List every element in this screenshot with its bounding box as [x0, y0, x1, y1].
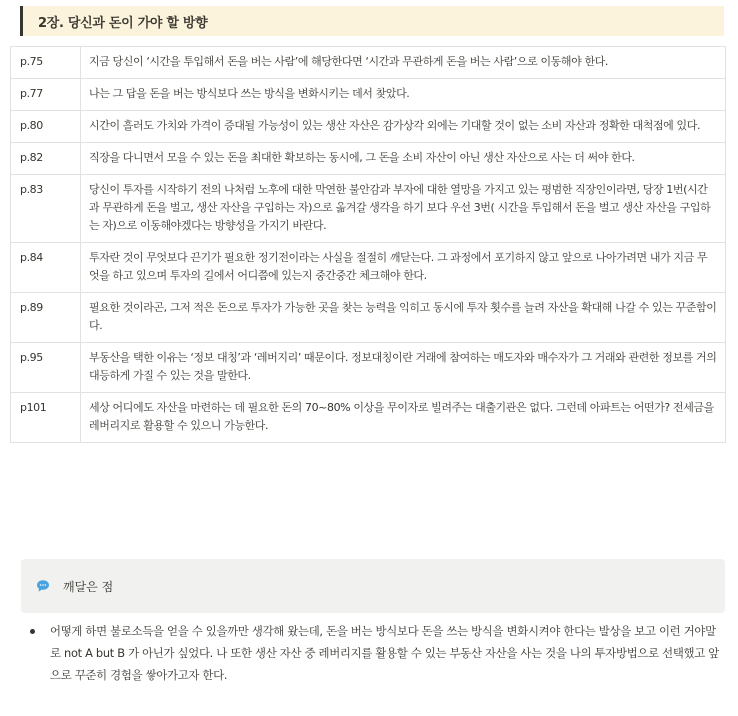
quote-text: 세상 어디에도 자산을 마련하는 데 필요한 돈의 70~80% 이상을 무이자로 빌려주는 대출기관은 없다. 그런데 아파트는 어떤가? 전세금을 레버리지로 활용할 수 있으니 가능한다. — [81, 393, 726, 443]
table-row — [11, 175, 726, 243]
page-number: p.75 — [11, 47, 81, 79]
table-row — [11, 79, 726, 111]
quote-text: 필요한 것이라곤, 그저 적은 돈으로 투자가 가능한 곳을 찾는 능력을 익히고 동시에 투자 횟수를 늘려 자산을 확대해 나갈 수 있는 꾸준함이다. — [81, 293, 726, 343]
page-number: p.95 — [11, 343, 81, 393]
page-number: p.84 — [11, 243, 81, 293]
quote-text: 투자란 것이 무엇보다 끈기가 필요한 정기전이라는 사실을 절절히 깨닫는다. 그 과정에서 포기하지 않고 앞으로 나아가려면 내가 지금 무엇을 하고 있으며 투자의 길에서 어디쯤에 있는지 중간중간 체크해야 한다. — [81, 243, 726, 293]
callout-label: 깨달은 점 — [63, 579, 114, 594]
quote-text: 지금 당신이 ‘시간을 투입해서 돈을 버는 사람’에 해당한다면 ‘시간과 무관하게 돈을 버는 사람’으로 이동해야 한다. — [81, 47, 726, 79]
list-item — [30, 620, 724, 686]
insight-list — [30, 620, 724, 686]
page-number: p.89 — [11, 293, 81, 343]
page-number: p101 — [11, 393, 81, 443]
page-number: p.80 — [11, 111, 81, 143]
table-row — [11, 143, 726, 175]
table-row — [11, 243, 726, 293]
table-row — [11, 293, 726, 343]
list-item-text: 어떻게 하면 불로소득을 얻을 수 있을까만 생각해 왔는데, 돈을 버는 방식보다 돈을 쓰는 방식을 변화시켜야 한다는 발상을 보고 이런 거야말로 not A but B 가 아닌가 싶었다. 나 또한 생산 자산 중 레버리지를 활용할 수 있는 부동산 자산을 사는 것을 나의 투자방법으로 선택했고 앞으로 꾸준히 경험을 쌓아가고자 한다. — [50, 624, 719, 682]
quotes-table — [10, 46, 726, 443]
insight-callout — [21, 559, 725, 613]
section-heading — [20, 6, 724, 36]
quote-text: 부동산을 택한 이유는 ‘정보 대칭’과 ‘레버지리’ 때문이다. 정보대칭이란 거래에 참여하는 매도자와 매수자가 그 거래와 관련한 정보를 거의 대등하게 가질 수 있는 것을 말한다. — [81, 343, 726, 393]
page-number: p.83 — [11, 175, 81, 243]
page-number: p.82 — [11, 143, 81, 175]
table-row — [11, 47, 726, 79]
table-row — [11, 393, 726, 443]
quote-text: 나는 그 답을 돈을 버는 방식보다 쓰는 방식을 변화시키는 데서 찾았다. — [81, 79, 726, 111]
speech-bubble-icon — [35, 578, 51, 594]
section-heading-text: 2장. 당신과 돈이 가야 할 방향 — [38, 15, 208, 31]
bullet-dot — [30, 629, 35, 634]
quote-text: 당신이 투자를 시작하기 전의 나처럼 노후에 대한 막연한 불안감과 부자에 대한 열망을 가지고 있는 평범한 직장인이라면, 당장 1번(시간과 무관하게 돈을 벌고, 생산 자산을 구입하는 자)으로 옮겨갈 생각을 하기 보다 우선 3번( 시간을 투입해서 돈을 벌고 생산 자산을 구입하는 자)으로 이동해야겠다는 방향성을 가지기 바란다. — [81, 175, 726, 243]
table-row — [11, 111, 726, 143]
page-number: p.77 — [11, 79, 81, 111]
table-row — [11, 343, 726, 393]
quote-text: 시간이 흘러도 가치와 가격이 증대될 가능성이 있는 생산 자산은 감가상각 외에는 기대할 것이 없는 소비 자산과 정확한 대척점에 있다. — [81, 111, 726, 143]
quote-text: 직장을 다니면서 모을 수 있는 돈을 최대한 확보하는 동시에, 그 돈을 소비 자산이 아닌 생산 자산으로 사는 더 써야 한다. — [81, 143, 726, 175]
